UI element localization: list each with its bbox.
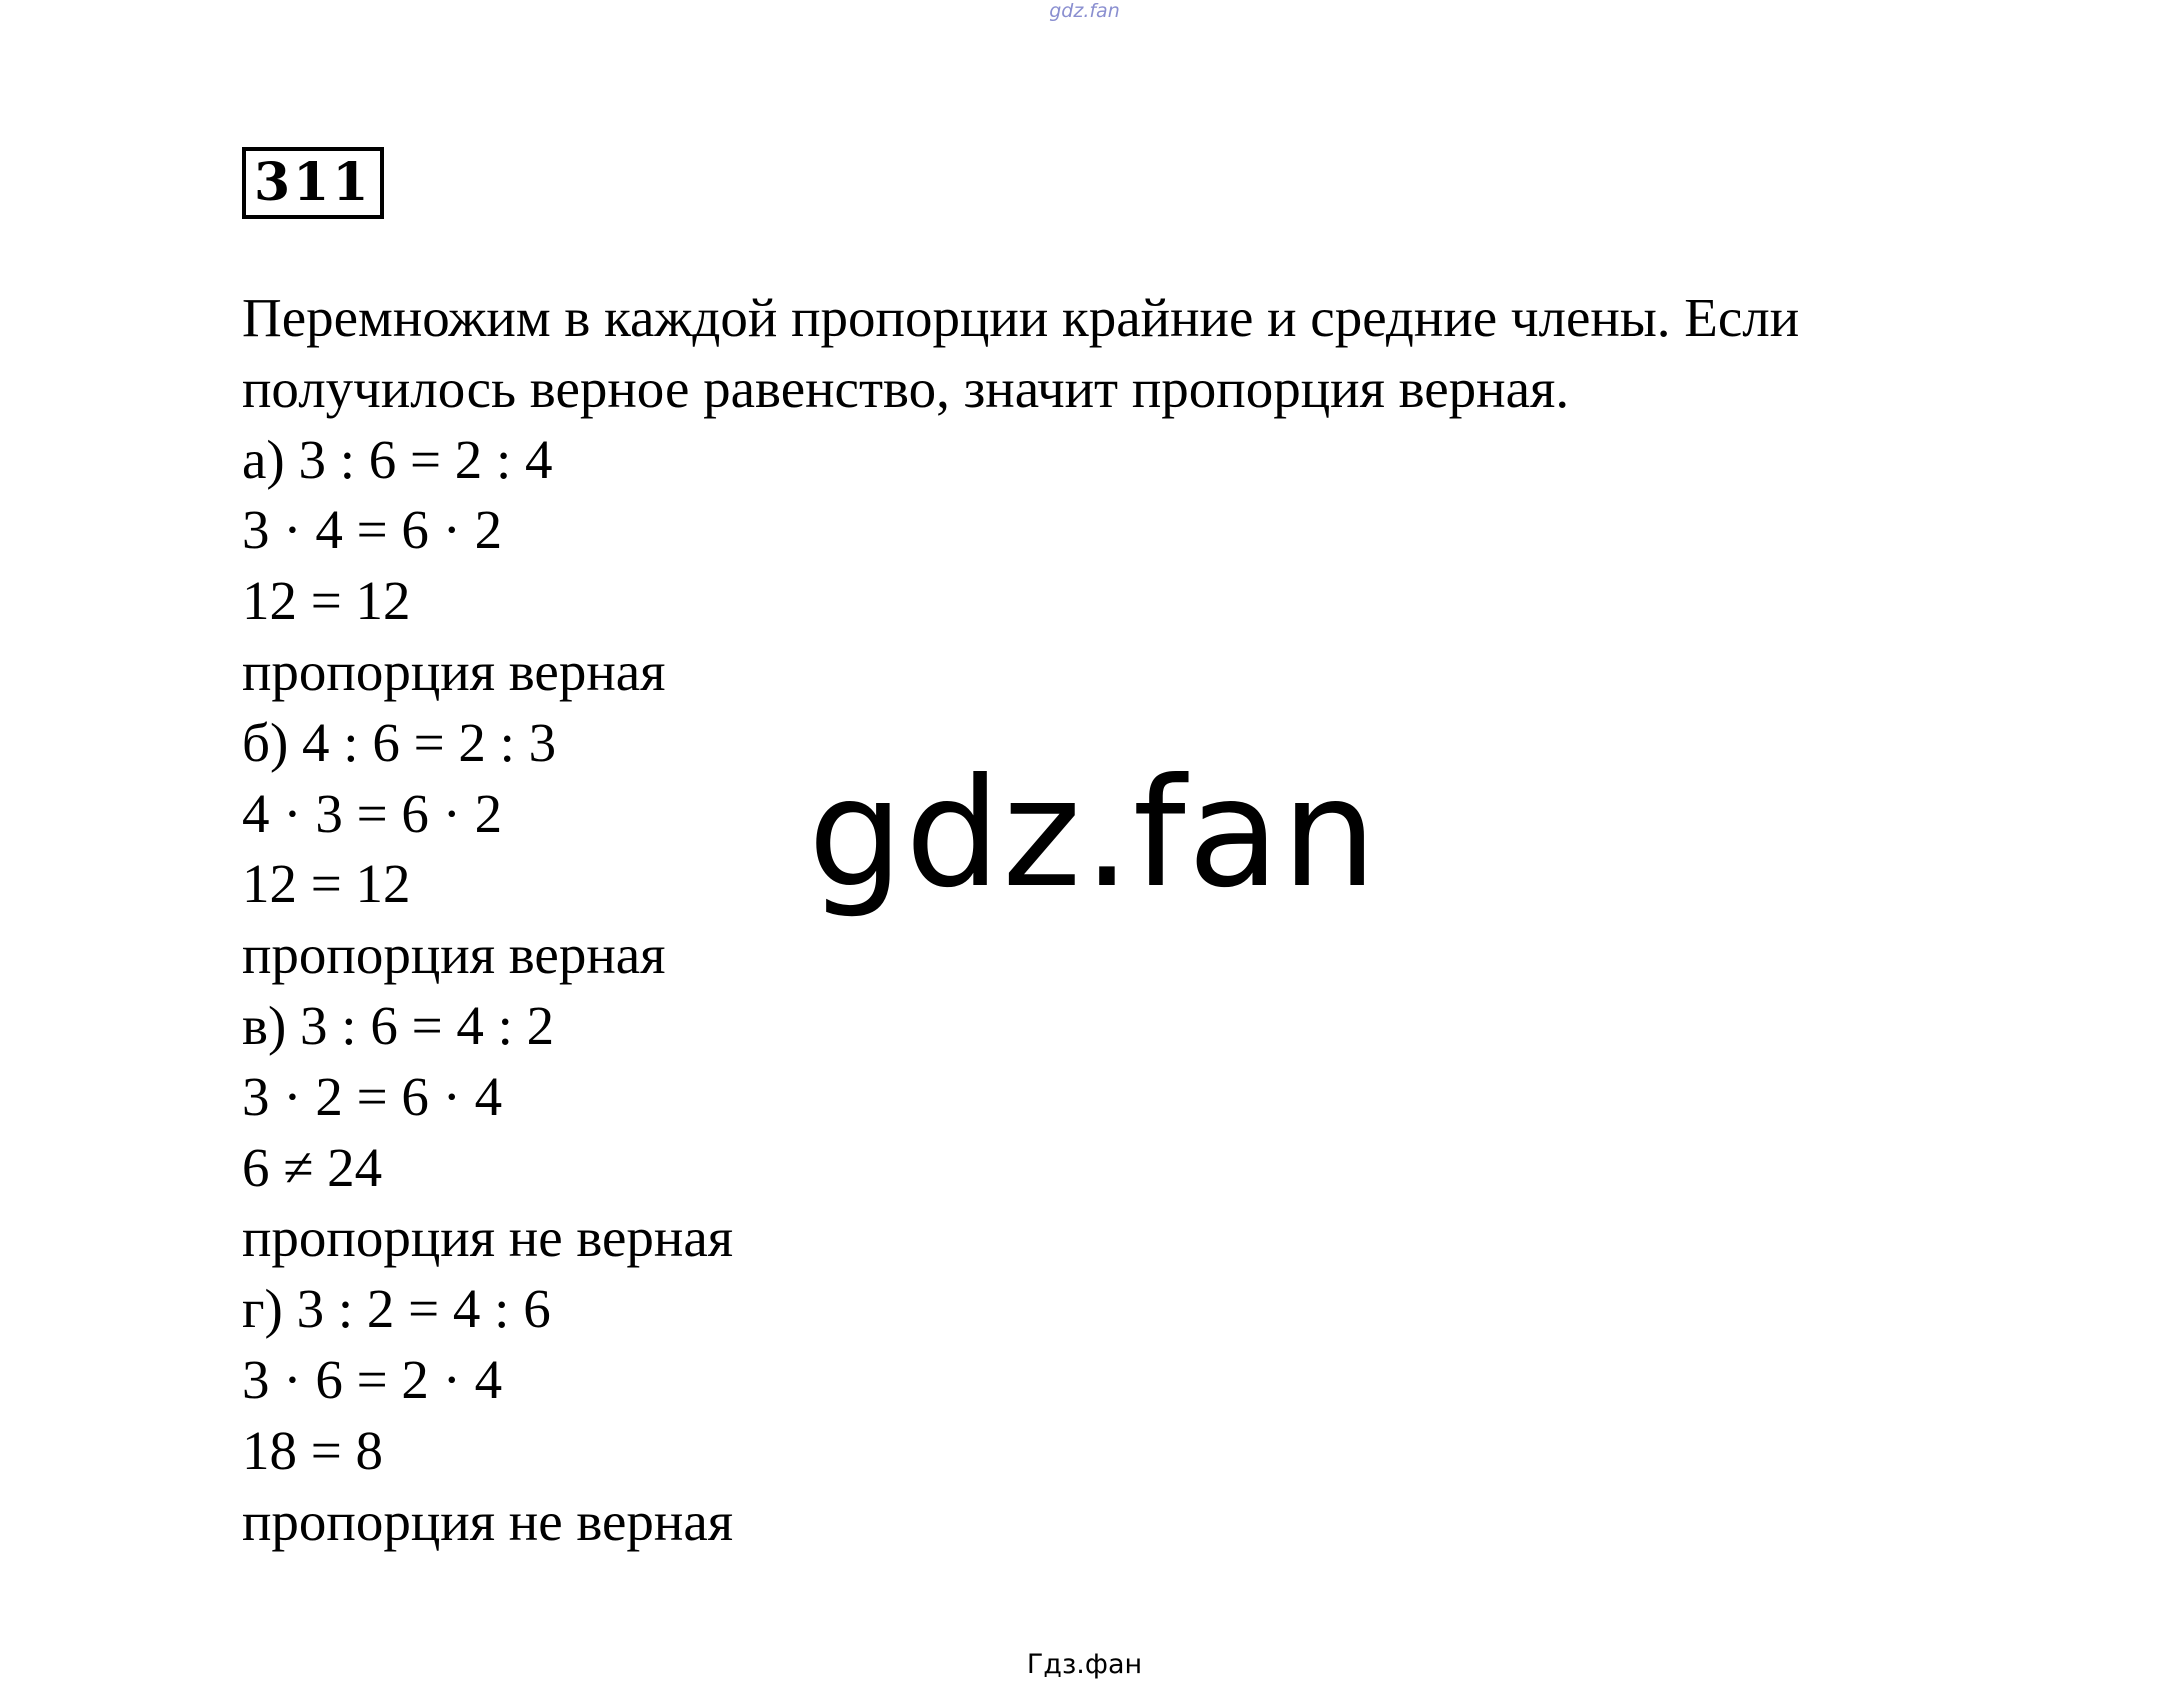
problem-number-box: 311 — [242, 147, 384, 219]
solution-line: б) 4 : 6 = 2 : 3 — [242, 711, 557, 773]
solution-line: 3 · 4 = 6 · 2 — [242, 499, 503, 561]
solution-line: а) 3 : 6 = 2 : 4 — [242, 428, 553, 490]
solution-line: получилось верное равенство, значит пропорция верная. — [242, 357, 1570, 419]
solution-line: 3 · 6 = 2 · 4 — [242, 1348, 503, 1410]
solution-line: 12 = 12 — [242, 570, 411, 632]
solution-line: в) 3 : 6 = 4 : 2 — [242, 994, 555, 1056]
solution-line: пропорция верная — [242, 924, 666, 986]
bottom-watermark: Гдз.фан — [1026, 1649, 1143, 1680]
solution-line: 4 · 3 = 6 · 2 — [242, 782, 503, 844]
solution-line: пропорция не верная — [242, 1207, 734, 1269]
solution-line: г) 3 : 2 = 4 : 6 — [242, 1278, 551, 1340]
solution-line: 3 · 2 = 6 · 4 — [242, 1065, 503, 1127]
solution-line: пропорция верная — [242, 640, 666, 702]
center-watermark: gdz.fan — [808, 747, 1379, 921]
solution-line: 6 ≠ 24 — [242, 1136, 383, 1198]
solution-line: пропорция не верная — [242, 1490, 734, 1552]
solution-line: Перемножим в каждой пропорции крайние и средние члены. Если — [242, 287, 1800, 348]
solution-line: 18 = 8 — [242, 1419, 384, 1481]
top-watermark: gdz.fan — [1049, 0, 1120, 22]
solution-line: 12 = 12 — [242, 853, 411, 915]
